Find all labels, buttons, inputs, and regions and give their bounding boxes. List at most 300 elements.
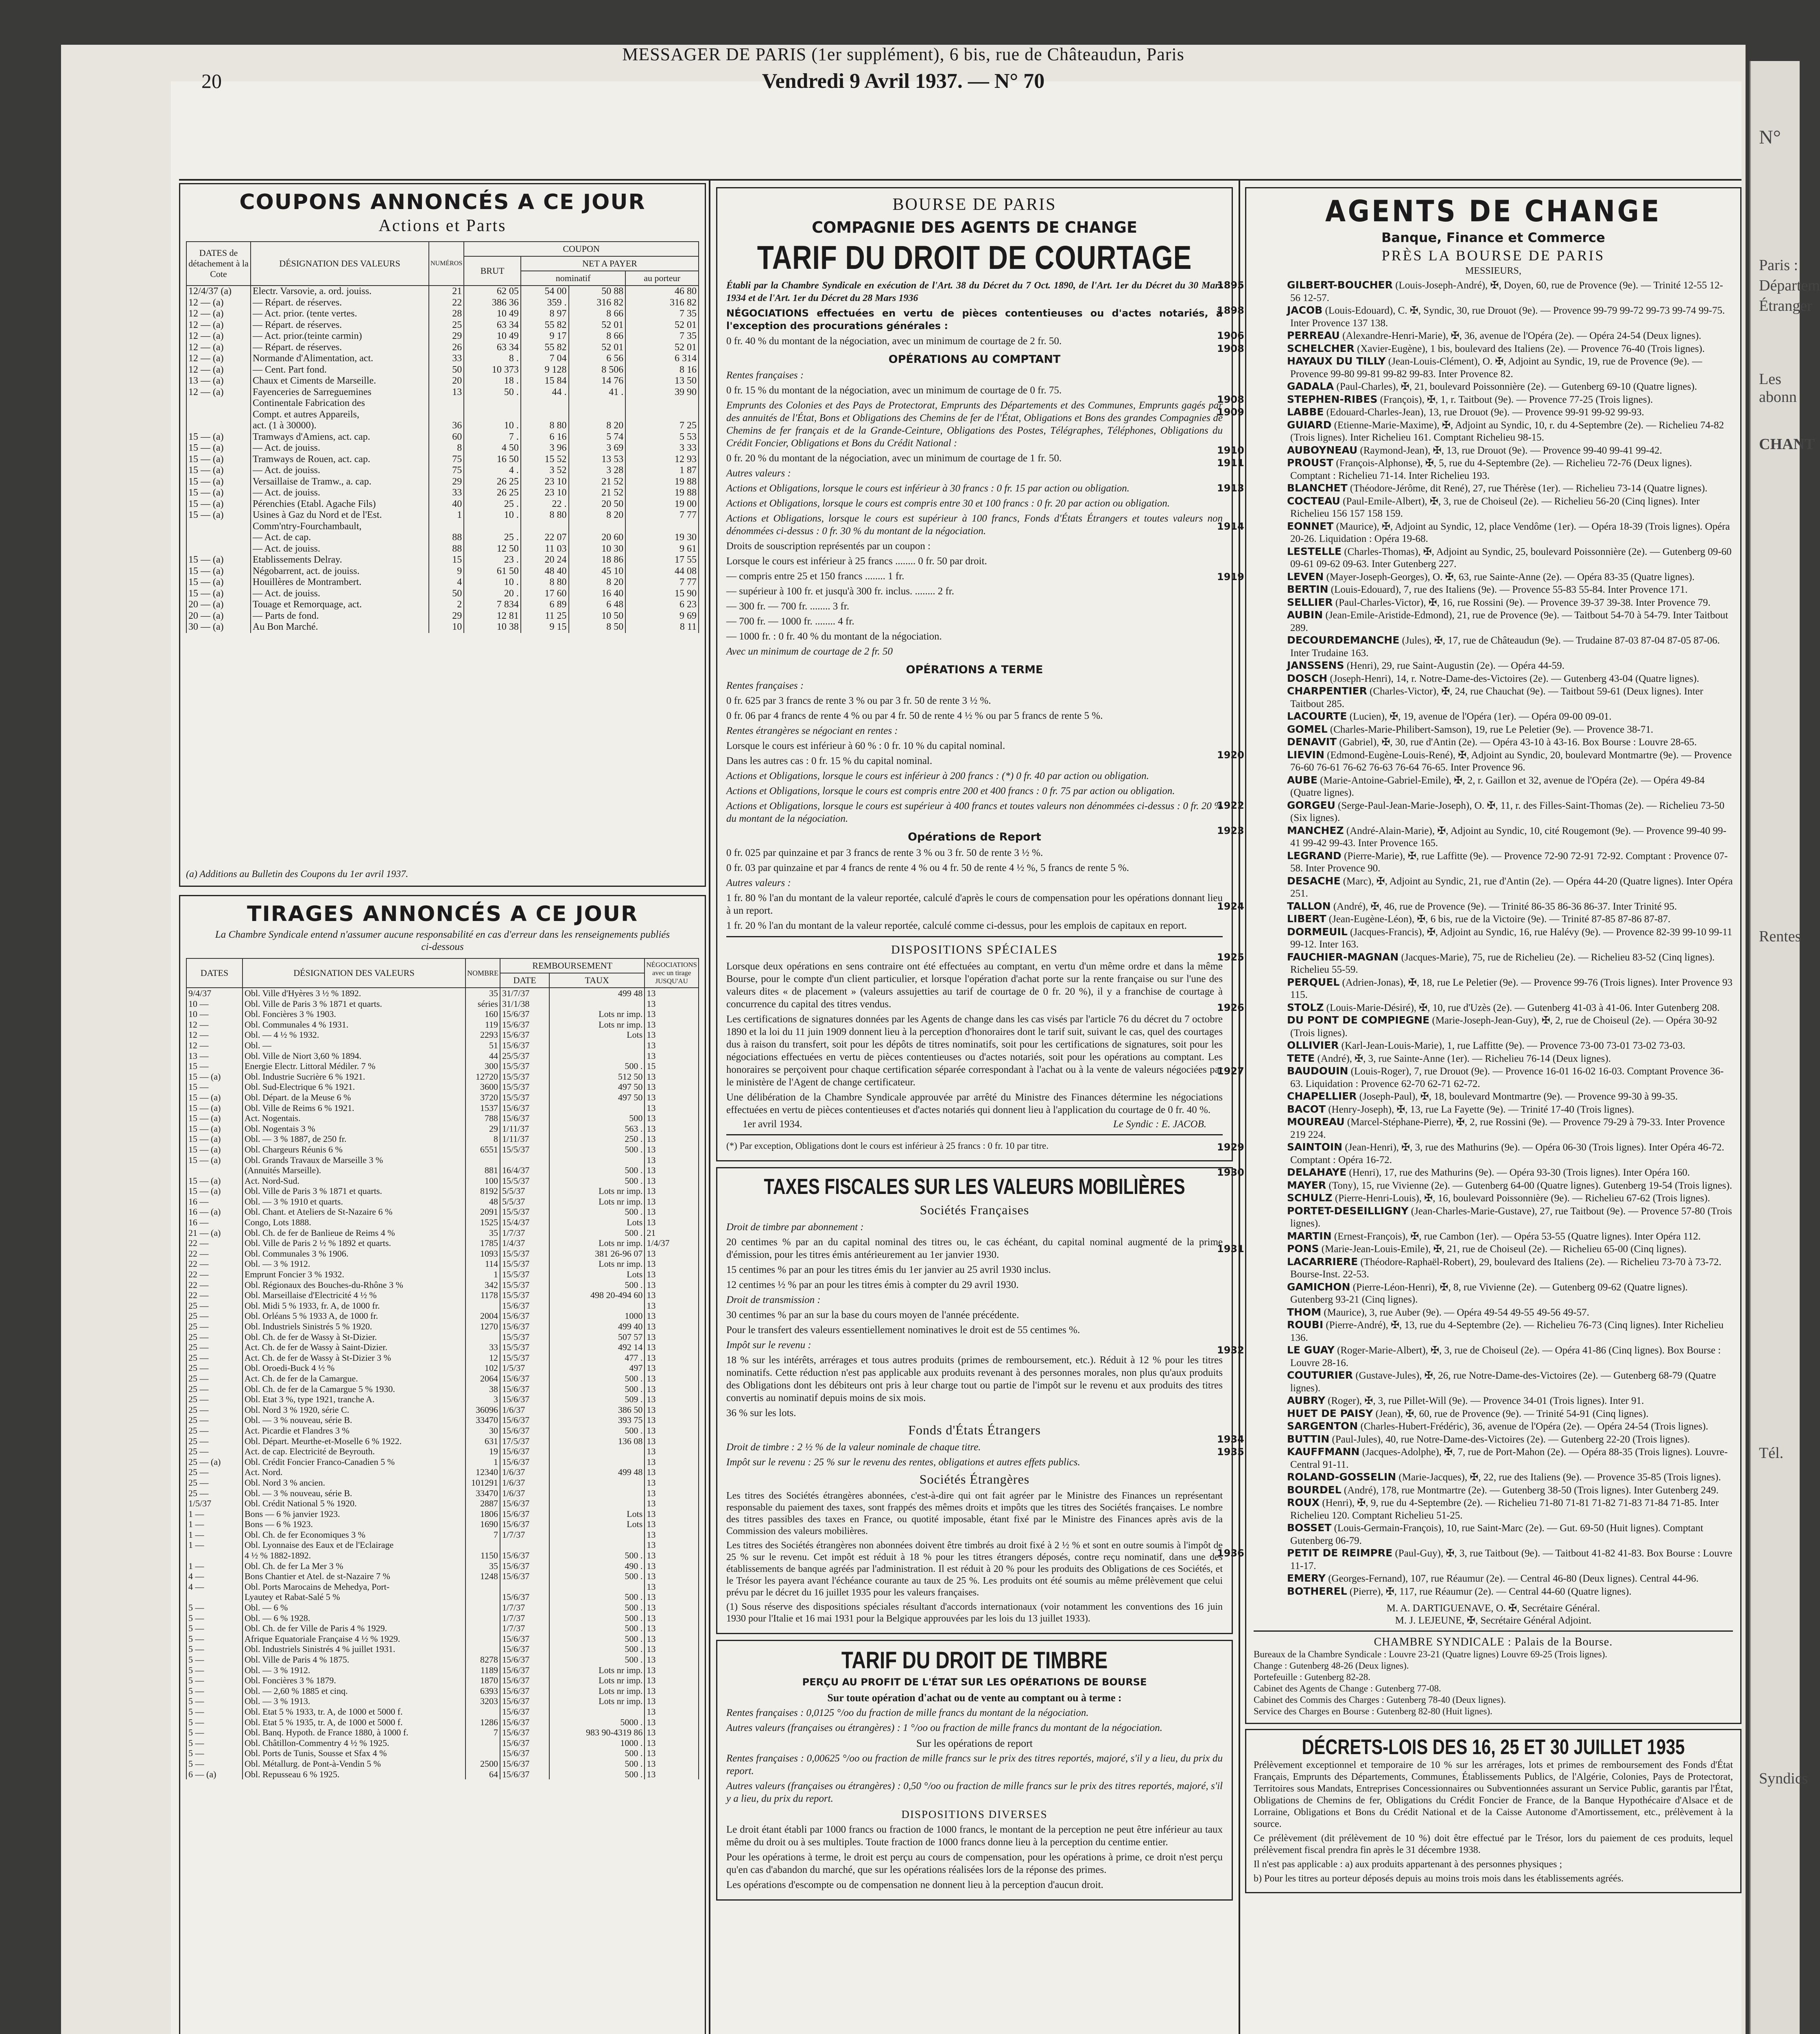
table-cell: 25 — [186, 1342, 243, 1353]
agent-name: GUIARD [1287, 419, 1332, 431]
table-cell: 15/6/37 [500, 1113, 549, 1124]
table-row [186, 1072, 699, 1082]
table-cell: 22 — [186, 1280, 243, 1290]
table-row [186, 1759, 699, 1769]
tirages-table [186, 958, 699, 1779]
agent-details: (Adrien-Jonas), ✠, 18, rue Le Peletier (9e). — Provence 99-76 (Trois lignes). Inter Provence 93 115. [1290, 977, 1733, 1000]
table-row [186, 1332, 699, 1342]
table-cell: 316 82 [625, 297, 699, 309]
table-cell: Obl. Ports de Tunis, Sousse et Sfax 4 % [243, 1748, 465, 1759]
table-cell: 6 89 [521, 599, 569, 611]
table-cell: 25 — [186, 1384, 243, 1395]
agent-entry [1254, 1179, 1733, 1192]
table-cell: (Annuités Marseille). [243, 1165, 465, 1176]
table-row [186, 1217, 699, 1228]
agent-name: LIEVIN [1287, 749, 1324, 761]
table-cell: 15/6/37 [500, 1634, 549, 1644]
table-cell: 15/6/37 [500, 1769, 549, 1780]
table-row [186, 342, 699, 354]
table-cell: 50 [429, 364, 464, 376]
paragraph: Les titres des Sociétés étrangères non abonnées doivent être timbrés au droit fixé à 2 ½ % et sont en outre soumis à l'impôt de 25 % sur le revenu. Cet impôt est réduit à 18 % pour les titres étrangers déposés, contre reçu nominatif, dans une des établissements de banque agréés par l'administration. Il est réduit à 20 % pour les produits des Obligations de ces Sociétés, et le Trésor les payera avant l'échéance courante au taux de 25 %. Les produits ont été soumis au même prélèvement que celui prévu par le décret du 16 juillet 1935 pour les valeurs françaises. [726, 1540, 1223, 1598]
table-cell [465, 1301, 500, 1311]
table-cell: Bons Chantier et Atel. de st-Nazaire 7 % [243, 1571, 465, 1582]
table-cell: Lots [549, 1217, 645, 1228]
agent-entry [1254, 1192, 1733, 1205]
agent-name: LACOURTE [1287, 710, 1347, 722]
table-cell: 54 00 [521, 286, 569, 297]
agent-name: PERREAU [1287, 330, 1340, 341]
table-cell: 12 — (a) [186, 297, 251, 309]
table-cell: 13 [645, 1259, 699, 1269]
table-cell: 15/5/37 [500, 1290, 549, 1301]
agent-name: LEGRAND [1287, 849, 1342, 862]
table-cell [500, 1582, 549, 1592]
table-cell: 13 [645, 1134, 699, 1144]
agent-entry [1217, 393, 1733, 406]
table-cell: 19 88 [625, 487, 699, 499]
table-cell: 1690 [465, 1519, 500, 1530]
table-row [186, 1634, 699, 1644]
table-cell [549, 1301, 645, 1311]
col-header-nominatif: nominatif [521, 271, 625, 286]
agent-name: DECOURDEMANCHE [1287, 634, 1400, 646]
table-cell: 500 [549, 1113, 645, 1124]
paragraph: 0 fr. 06 par 4 francs de rente 4 % ou par 4 fr. 50 de rente 4 ½ % ou par 5 francs de rente 5 %. [726, 710, 1103, 721]
table-cell: 13 [645, 1561, 699, 1571]
agent-name: GILBERT-BOUCHER [1287, 279, 1393, 291]
signature-line [743, 1119, 1206, 1130]
paragraph: Le droit étant établi par 1000 francs ou fraction de 1000 francs, le montant de la perception ne peut être inférieur au taux même du droit ou à ses multiples. Toute fraction de 1000 francs donne lieu à la perception du centime entier. [726, 1824, 1223, 1848]
agent-entry [1254, 596, 1733, 609]
agent-details: (Serge-Paul-Jean-Marie-Joseph), O. ✠, 11, r. des Filles-Saint-Thomas (2e). — Richelieu 73-50 (Six lignes). [1290, 800, 1725, 823]
paragraph: Droit de timbre : 2 ½ % de la valeur nominale de chaque titre. [726, 1442, 981, 1453]
table-cell: 507 57 [549, 1332, 645, 1342]
col-header-net: NET A PAYER [521, 256, 699, 271]
table-row [186, 988, 699, 999]
table-cell: 8 16 [625, 364, 699, 376]
table-cell: 52 01 [625, 320, 699, 331]
table-cell: 13 [645, 1342, 699, 1353]
table-cell: 13 [645, 1571, 699, 1582]
agent-entry [1254, 1205, 1733, 1230]
table-row [186, 1623, 699, 1634]
table-cell: 1 — [186, 1509, 243, 1519]
table-cell: 13 [645, 1654, 699, 1665]
table-cell: 1 [429, 510, 464, 521]
table-cell: 497 50 [549, 1092, 645, 1103]
paragraph: 0 fr. 20 % du montant de la négociation, avec un minimum de courtage de 1 fr. 50. [726, 453, 1062, 464]
agent-year: 1925 [1217, 951, 1244, 963]
table-cell: 75 [429, 465, 464, 476]
table-cell: 15 — (a) [186, 1176, 243, 1186]
table-cell: Obl. Foncières 3 % 1903. [243, 1009, 465, 1019]
table-cell [500, 1155, 549, 1165]
table-row [186, 1550, 699, 1561]
section-divider [726, 1134, 1223, 1135]
table-cell: 26 [429, 342, 464, 354]
table-row [186, 1748, 699, 1759]
table-cell: 13 [645, 1051, 699, 1061]
table-row [186, 1176, 699, 1186]
agent-details: (André), ✠, 3, rue Sainte-Anne (1er). — Richelieu 76-14 (Deux lignes). [1317, 1053, 1611, 1064]
agent-details: (Jean-Louis-Clément), O. ✠, Adjoint au Syndic, 19, rue de Provence (9e). — Provence 99-80 99-81 99-82 99-83. Inter Provence 82. [1290, 356, 1702, 380]
table-row [186, 1051, 699, 1061]
tirages-section [179, 895, 706, 2034]
agent-entry [1217, 1446, 1733, 1471]
table-cell: 1286 [465, 1717, 500, 1728]
table-cell: 15/6/37 [500, 1040, 549, 1051]
table-cell: Obl. Etat 5 % 1933, tr. A, de 1000 et 5000 f. [243, 1707, 465, 1717]
right-column [1217, 187, 1741, 2034]
table-cell: 15/6/37 [500, 1030, 549, 1040]
table-cell: Obl. Repusseau 6 % 1925. [243, 1769, 465, 1780]
table-row [186, 1415, 699, 1425]
table-cell: Obl. Sud-Electrique 6 % 1921. [243, 1082, 465, 1092]
table-cell: 6 — (a) [186, 1769, 243, 1780]
agent-details: (Henri), 29, rue Saint-Augustin (2e). — Opéra 44-59. [1346, 660, 1564, 671]
table-cell: 13 [645, 1623, 699, 1634]
table-cell: 15 — [186, 1082, 243, 1092]
table-cell: 1/6/37 [500, 1405, 549, 1415]
table-cell: 5 — [186, 1759, 243, 1769]
table-cell: 160 [465, 1009, 500, 1019]
agent-details: (Jean-Charles-Marie-Gustave), 27, rue Taitbout (9e). — Provence 57-80 (Trois lignes). [1290, 1205, 1732, 1229]
agent-name: COCTEAU [1287, 495, 1340, 507]
table-cell: Obl. Grands Travaux de Marseille 3 % [243, 1155, 465, 1165]
agent-name: TALLON [1287, 900, 1331, 912]
table-cell: 500 . [549, 1207, 645, 1217]
table-cell: 35 [465, 1228, 500, 1238]
table-cell: 13 [645, 988, 699, 999]
table-row [186, 510, 699, 521]
col-header-numero: NUMÉROS [429, 242, 464, 286]
table-cell: 15/6/37 [500, 1373, 549, 1384]
agent-details: (Jacques-Francis), ✠, Adjoint au Syndic, 16, rue Halévy (9e). — Provence 82-39 99-10 99-11 99-12. Inter 163. [1290, 926, 1733, 950]
table-cell: Lots [549, 1509, 645, 1519]
table-cell: Normande d'Alimentation, act. [251, 353, 429, 364]
table-cell: 29 [465, 1124, 500, 1134]
agent-name: GOMEL [1287, 723, 1328, 735]
table-cell: Obl. Industriels Sinistrés 4 % juillet 1931. [243, 1644, 465, 1654]
table-cell: 15/6/37 [500, 1727, 549, 1738]
agent-details: (Pierre-André), ✠, 13, rue du 4-Septembre (2e). — Richelieu 76-73 (Cinq lignes). Inter Richelieu 136. [1290, 1320, 1724, 1343]
table-cell: 22 — [186, 1269, 243, 1280]
tirages-title: TIRAGES ANNONCÉS A CE JOUR [247, 902, 638, 926]
table-cell: 15 [645, 1061, 699, 1072]
table-row [186, 297, 699, 309]
agent-entry [1254, 672, 1733, 685]
table-cell: 15/5/37 [500, 1269, 549, 1280]
agent-details: (Jacques-Marie), 75, rue de Richelieu (2e). — Richelieu 83-52 (Cinq lignes). Richelieu 55-59. [1290, 952, 1715, 975]
page-number: 20 [201, 70, 222, 92]
table-cell: 16/4/37 [500, 1165, 549, 1176]
table-cell [549, 1446, 645, 1457]
table-cell: Lots [549, 1269, 645, 1280]
table-cell: Obl. — 2,60 % 1885 et cinq. [243, 1686, 465, 1696]
table-cell: Lots nr imp. [549, 1696, 645, 1707]
agent-details: (Roger), ✠, 3, rue Pillet-Will (9e). — Provence 34-01 (Trois lignes). Inter 91. [1328, 1395, 1644, 1406]
table-cell: 7 [465, 1530, 500, 1540]
table-cell: 25 — [186, 1467, 243, 1477]
table-row [186, 1425, 699, 1436]
agent-name: PORTET-DESEILLIGNY [1287, 1205, 1409, 1217]
table-cell: 490 . [549, 1561, 645, 1571]
table-cell: 5 74 [569, 432, 626, 443]
agent-details: (Raymond-Jean), ✠, 13, rue Drouot (9e). — Provence 99-40 99-41 99-42. [1360, 445, 1662, 456]
table-cell: 15 — (a) [186, 1092, 243, 1103]
agent-year: 1931 [1217, 1243, 1244, 1255]
table-cell: 20 50 [569, 499, 626, 510]
col-header-designation: DÉSIGNATION DES VALEURS [251, 242, 429, 286]
agent-name: THOM [1287, 1306, 1322, 1318]
table-row [186, 1717, 699, 1728]
table-cell: 5 — [186, 1738, 243, 1748]
paragraph: Droit de timbre par abonnement : [726, 1222, 864, 1233]
agent-name: OLLIVIER [1287, 1039, 1339, 1051]
table-cell: Obl. Départ. Meurthe-et-Moselle 6 % 1922. [243, 1436, 465, 1447]
agent-entry [1254, 1585, 1733, 1598]
table-cell: 13 [645, 1613, 699, 1624]
table-cell: 23 . [464, 554, 521, 566]
agent-name: DENAVIT [1287, 736, 1337, 748]
agents-list [1217, 279, 1733, 1598]
table-cell: Act. Nord-Sud. [243, 1176, 465, 1186]
table-cell: 386 50 [549, 1405, 645, 1415]
agent-details: (Jean-Emile-Aristide-Edmond), 21, rue de Provence (9e). — Taitbout 54-70 à 54-79. Inter Taitbout 289. [1290, 610, 1728, 633]
table-cell: 25 — [186, 1477, 243, 1488]
agents-title: AGENTS DE CHANGE [1325, 194, 1661, 228]
table-cell: 15/6/37 [500, 1384, 549, 1395]
table-cell: 6551 [465, 1144, 500, 1155]
table-cell: 21 [645, 1228, 699, 1238]
table-cell: 788 [465, 1113, 500, 1124]
agent-name: BERTIN [1287, 583, 1328, 595]
table-row [186, 364, 699, 376]
table-cell: 500 . [549, 1769, 645, 1780]
table-cell: 11 03 [521, 543, 569, 555]
table-cell: — Act. de jouiss. [251, 465, 429, 476]
agent-year: 1929 [1217, 1141, 1244, 1153]
table-cell: 15/5/37 [500, 1353, 549, 1363]
table-cell: 25 [429, 320, 464, 331]
table-cell: 13 [645, 1373, 699, 1384]
table-cell: 7 04 [521, 353, 569, 364]
table-cell: Electr. Varsovie, a. ord. jouiss. [251, 286, 429, 297]
table-cell: 500 . [549, 1176, 645, 1186]
agent-year: 1930 [1217, 1167, 1244, 1178]
table-row [186, 1519, 699, 1530]
table-cell: 393 75 [549, 1415, 645, 1425]
table-row [186, 532, 699, 543]
table-cell: 15/5/37 [500, 1144, 549, 1155]
table-cell: 6393 [465, 1686, 500, 1696]
dispositions-title: DISPOSITIONS SPÉCIALES [891, 943, 1058, 956]
table-cell: Obl. Chant. et Ateliers de St-Nazaire 6 % [243, 1207, 465, 1217]
table-cell: Obl. Nord 3 % ancien. [243, 1477, 465, 1488]
chambre-line: Cabinet des Agents de Change : Gutenberg 77-08. [1254, 1683, 1441, 1694]
table-cell: 8 80 [521, 420, 569, 432]
diverses-title: DISPOSITIONS DIVERSES [901, 1808, 1048, 1820]
table-cell: 13 [645, 1144, 699, 1155]
table-cell: 33 [429, 487, 464, 499]
section-divider [726, 936, 1223, 937]
table-row [186, 1248, 699, 1259]
table-cell: 1093 [465, 1248, 500, 1259]
table-cell: Versaillaise de Tramw., a. cap. [251, 476, 429, 488]
table-cell [186, 1550, 243, 1561]
table-cell: 509 . [549, 1394, 645, 1405]
col-header-dates: DATES de détachement à la Cote [186, 242, 251, 286]
table-cell: Obl. Ports Marocains de Mehedya, Port- [243, 1582, 465, 1592]
table-row [186, 1228, 699, 1238]
table-cell [521, 398, 569, 409]
table-cell: 4 — [186, 1582, 243, 1592]
table-cell: 12 — [186, 1019, 243, 1030]
table-cell: 46 80 [625, 286, 699, 297]
agent-entry [1217, 444, 1733, 457]
agent-details: (Henri), ✠, 9, rue du 4-Septembre (2e). — Richelieu 71-80 71-81 71-82 71-83 71-84 71-85. Inter Richelieu 120. Comptant Richelieu 51-25. [1290, 1497, 1719, 1521]
agent-details: (Marc), ✠, Adjoint au Syndic, 21, rue d'Antin (2e). — Opéra 44-20 (Quatre lignes). Inter Opéra 251. [1290, 875, 1733, 899]
table-cell: 8 50 [569, 622, 626, 633]
agent-entry [1217, 406, 1733, 419]
table-row [186, 375, 699, 387]
taxes-section [716, 1167, 1233, 1634]
agent-name: AUBIN [1287, 609, 1323, 621]
table-cell [429, 398, 464, 409]
table-cell [625, 521, 699, 533]
table-cell: 498 20-494 60 [549, 1290, 645, 1301]
table-cell [521, 521, 569, 533]
table-cell: Act. Ch. de fer de Wassy à Saint-Dizier. [243, 1342, 465, 1353]
table-cell: 15/6/37 [500, 1592, 549, 1602]
table-cell: 13 [645, 1113, 699, 1124]
agent-entry [1254, 1572, 1733, 1585]
table-row [186, 1769, 699, 1780]
table-row [186, 465, 699, 476]
table-row [186, 1592, 699, 1602]
agent-entry [1217, 951, 1733, 976]
courtage-title: TARIF DU DROIT DE COURTAGE [757, 239, 1192, 276]
table-cell: 9 61 [625, 543, 699, 555]
table-cell [465, 1623, 500, 1634]
agent-name: MANCHEZ [1287, 824, 1344, 836]
table-cell: 13 [645, 1280, 699, 1290]
table-cell: 15/6/37 [500, 1686, 549, 1696]
table-row [186, 1155, 699, 1165]
report-title: Opérations de Report [908, 831, 1041, 843]
table-cell: 11 25 [521, 611, 569, 622]
table-cell: 19 88 [625, 476, 699, 488]
table-cell: 492 14 [549, 1342, 645, 1353]
table-row [186, 1186, 699, 1196]
table-cell: 10 [429, 622, 464, 633]
agent-details: (Jacques-Adolphe), ✠, 7, rue de Port-Mahon (2e). — Opéra 88-35 (Trois lignes). Louvre-Central 91-11. [1290, 1447, 1728, 1470]
table-cell: 1270 [465, 1321, 500, 1332]
table-cell: 9/4/37 [186, 988, 243, 999]
achat-title: Sur toute opération d'achat ou de vente au comptant ou à terme : [827, 1692, 1122, 1704]
table-cell: 13 [645, 1727, 699, 1738]
table-cell: 15/6/37 [500, 1665, 549, 1676]
table-row [186, 499, 699, 510]
table-cell: Lots nr imp. [549, 1196, 645, 1207]
table-cell: Obl. Ville de Paris 4 % 1875. [243, 1654, 465, 1665]
paragraph: Rentes françaises : 0,00625 °/oo ou fraction de mille francs sur le prix des titres reportés, majoré, s'il y a lieu, du prix du report. [726, 1753, 1223, 1776]
table-cell: 15 — (a) [186, 1186, 243, 1196]
table-row [186, 1509, 699, 1519]
agent-name: PROUST [1287, 457, 1334, 469]
table-cell: 500 . [549, 1759, 645, 1769]
table-cell: 9 [429, 566, 464, 577]
table-cell [464, 521, 521, 533]
table-cell: 20 60 [569, 532, 626, 543]
agent-entry [1217, 799, 1733, 825]
table-cell: 25 — [186, 1301, 243, 1311]
table-cell: Obl. Départ. de la Meuse 6 % [243, 1092, 465, 1103]
table-cell [569, 521, 626, 533]
table-row [186, 286, 699, 297]
table-cell: 7 25 [625, 420, 699, 432]
table-row [186, 1342, 699, 1353]
table-cell: 15/6/37 [500, 1103, 549, 1113]
table-cell [186, 398, 251, 409]
table-cell: 500 . [549, 1061, 645, 1072]
table-row [186, 320, 699, 331]
agent-details: (Paul-Charles), ✠, 21, boulevard Poissonnière (2e). — Gutenberg 69-10 (Quatre lignes). [1336, 381, 1697, 392]
table-row [186, 1446, 699, 1457]
table-cell: 12/4/37 (a) [186, 286, 251, 297]
table-cell: — Répart. de réserves. [251, 320, 429, 331]
table-cell: 8 [429, 443, 464, 454]
agent-name: JACOB [1287, 304, 1323, 316]
agent-entry [1254, 495, 1733, 520]
table-cell: 20 — (a) [186, 611, 251, 622]
table-cell: 63 34 [464, 342, 521, 354]
table-cell: 35 [465, 1561, 500, 1571]
coupons-subtitle: Actions et Parts [378, 216, 507, 235]
table-cell: 33 [429, 353, 464, 364]
table-cell: 22 — [186, 1248, 243, 1259]
table-cell: 4 50 [464, 443, 521, 454]
table-cell: 2091 [465, 1207, 500, 1217]
table-cell: 9 69 [625, 611, 699, 622]
table-row [186, 409, 699, 421]
table-cell: 25 . [464, 499, 521, 510]
agent-name: ROLAND-GOSSELIN [1287, 1471, 1396, 1483]
table-row [186, 1103, 699, 1113]
table-cell: 13 [645, 1363, 699, 1373]
table-cell [549, 999, 645, 1009]
paragraph: — compris entre 25 et 150 francs ........ 1 fr. [726, 571, 905, 582]
paragraph: Actions et Obligations, lorsque le cours est compris entre 30 et 100 francs : 0 fr. 20 par action ou obligation. [726, 498, 1170, 509]
agent-details: (Joseph-Paul), ✠, 18, boulevard Montmartre (9e). — Provence 99-30 à 99-35. [1359, 1091, 1678, 1102]
table-cell: 15 — [186, 1061, 243, 1072]
table-cell: 512 50 [549, 1072, 645, 1082]
table-cell: 15/6/37 [500, 1707, 549, 1717]
table-cell: 1/11/37 [500, 1134, 549, 1144]
agent-entry [1254, 1230, 1733, 1243]
agent-name: LE GUAY [1287, 1344, 1335, 1356]
table-cell: 15/6/37 [500, 1311, 549, 1321]
table-cell: Obl. Industriels Sinistrés 5 % 1920. [243, 1321, 465, 1332]
table-cell: Négobarrent, act. de jouiss. [251, 566, 429, 577]
paragraph: Les titres des Sociétés étrangères abonnées, c'est-à-dire qui ont fait agréer par le Ministre des Finances un représentant responsable du paiement des taxes, sont frappés des mêmes droits et impôts que les titres des Sociétés françaises. Le nombre des titres passibles des taxes en France, ou quotité imposable, étant fixé par le Ministre des Finances après avis de la Commission des valeurs mobilières. [726, 1491, 1223, 1536]
table-cell [465, 1738, 500, 1748]
paragraph: Actions et Obligations, lorsque le cours est compris entre 200 et 400 francs : 0 fr. 75 par action ou obligation. [726, 786, 1175, 797]
table-cell: 10 — [186, 1009, 243, 1019]
table-row [186, 1477, 699, 1488]
agent-details: (Pierre-Henri-Louis), ✠, 16, boulevard Poissonnière (9e). — Richelieu 67-62 (Trois lignes). [1335, 1193, 1710, 1204]
col-header-taux: TAUX [549, 973, 645, 988]
